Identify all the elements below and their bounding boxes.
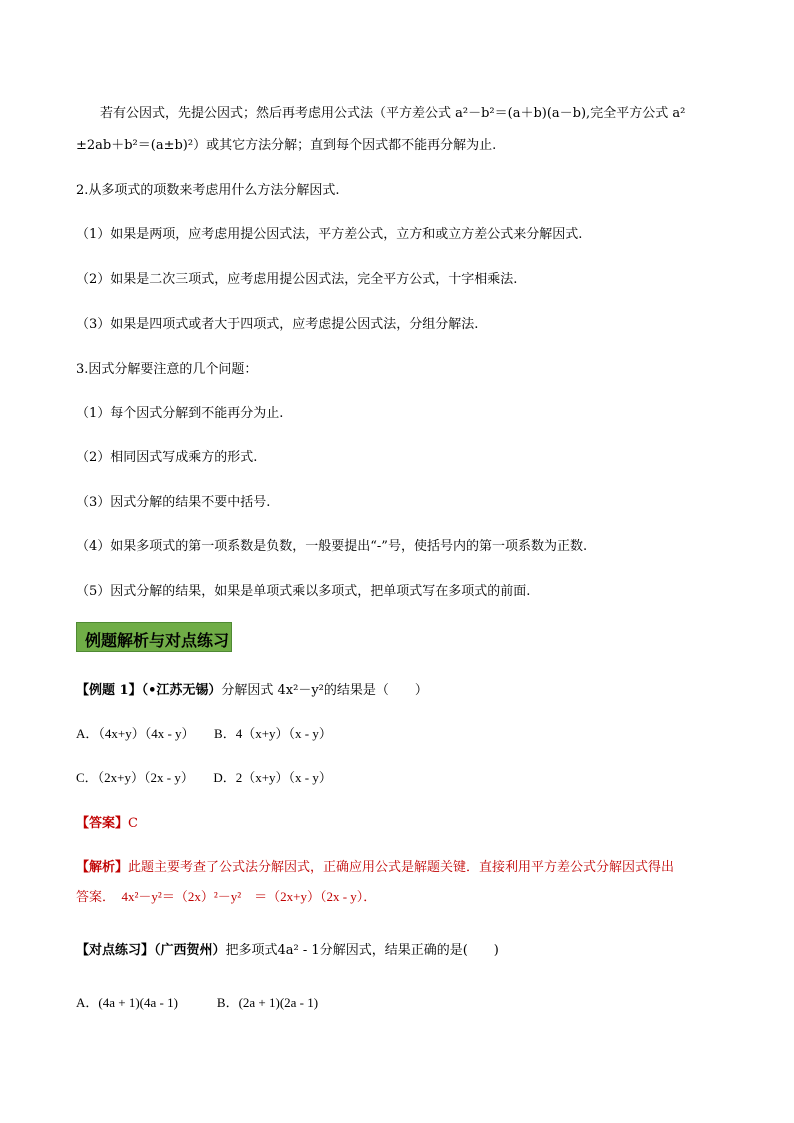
item3-sub1: （1）每个因式分解到不能再分为止. [76, 406, 284, 421]
analysis-text-2: 答案． [76, 890, 109, 905]
example1-label: 【例题 1】 [76, 683, 142, 698]
item2-sub1: （1）如果是两项，应考虑用提公因式法，平方差公式，立方和或立方差公式来分解因式. [76, 227, 583, 242]
analysis-text: 此题主要考查了公式法分解因式，正确应用公式是解题关键．直接利用平方差公式分解因式得出 [128, 860, 675, 875]
item3-sub3: （3）因式分解的结果不要中括号. [76, 495, 271, 510]
example1-source: （•江苏无锡） [141, 683, 222, 698]
analysis-line-2 [76, 886, 376, 905]
analysis-formula: 4x²－y²＝（2x）²－y² ＝（2x+y）（2x - y）． [121, 889, 377, 904]
item3-sub5: （5）因式分解的结果，如果是单项式乘以多项式，把单项式写在多项式的前面. [76, 584, 531, 599]
practice-source: （广西贺州） [154, 943, 226, 958]
analysis-line-1 [76, 856, 674, 875]
example1-options-row1: A．（4x+y）（4x - y） B．4（x+y）（x - y） [76, 726, 332, 741]
practice-question [76, 939, 499, 958]
item3-sub2: （2）相同因式写成乘方的形式. [76, 450, 258, 465]
intro-line-1: 若有公因式，先提公因式；然后再考虑用公式法（平方差公式 a²－b²＝(a＋b)(a－b),完全平方公式 a² [100, 106, 686, 121]
practice-label: 【对点练习】 [76, 943, 155, 958]
answer-label: 【答案】 [76, 816, 129, 831]
example1-question [76, 679, 428, 698]
example1-options-row2: C．（2x+y）（2x - y） D．2（x+y）（x - y） [76, 770, 332, 785]
practice-options: A．(4a + 1)(4a - 1) B．(2a + 1)(2a - 1) [76, 995, 319, 1010]
item2-sub2: （2）如果是二次三项式，应考虑用提公因式法，完全平方公式，十字相乘法. [76, 272, 518, 287]
item3-sub4: （4）如果多项式的第一项系数是负数，一般要提出“-”号，使括号内的第一项系数为正数. [76, 539, 588, 554]
analysis-label: 【解析】 [76, 860, 129, 875]
item3-heading: 3.因式分解要注意的几个问题： [76, 362, 258, 377]
section-title: 例题解析与对点练习 [85, 631, 230, 650]
section-header [76, 622, 232, 652]
answer-value: C [128, 816, 138, 831]
item2-sub3: （3）如果是四项式或者大于四项式，应考虑提公因式法，分组分解法. [76, 317, 479, 332]
item2-heading: 2.从多项式的项数来考虑用什么方法分解因式. [76, 183, 340, 198]
intro-line-2: ±2ab＋b²＝(a±b)²）或其它方法分解；直到每个因式都不能再分解为止. [76, 138, 497, 153]
answer-line [76, 812, 138, 831]
example1-text: 分解因式 4x²－y²的结果是（ ） [221, 683, 428, 698]
practice-text: 把多项式4a² - 1分解因式，结果正确的是( ) [225, 943, 499, 958]
